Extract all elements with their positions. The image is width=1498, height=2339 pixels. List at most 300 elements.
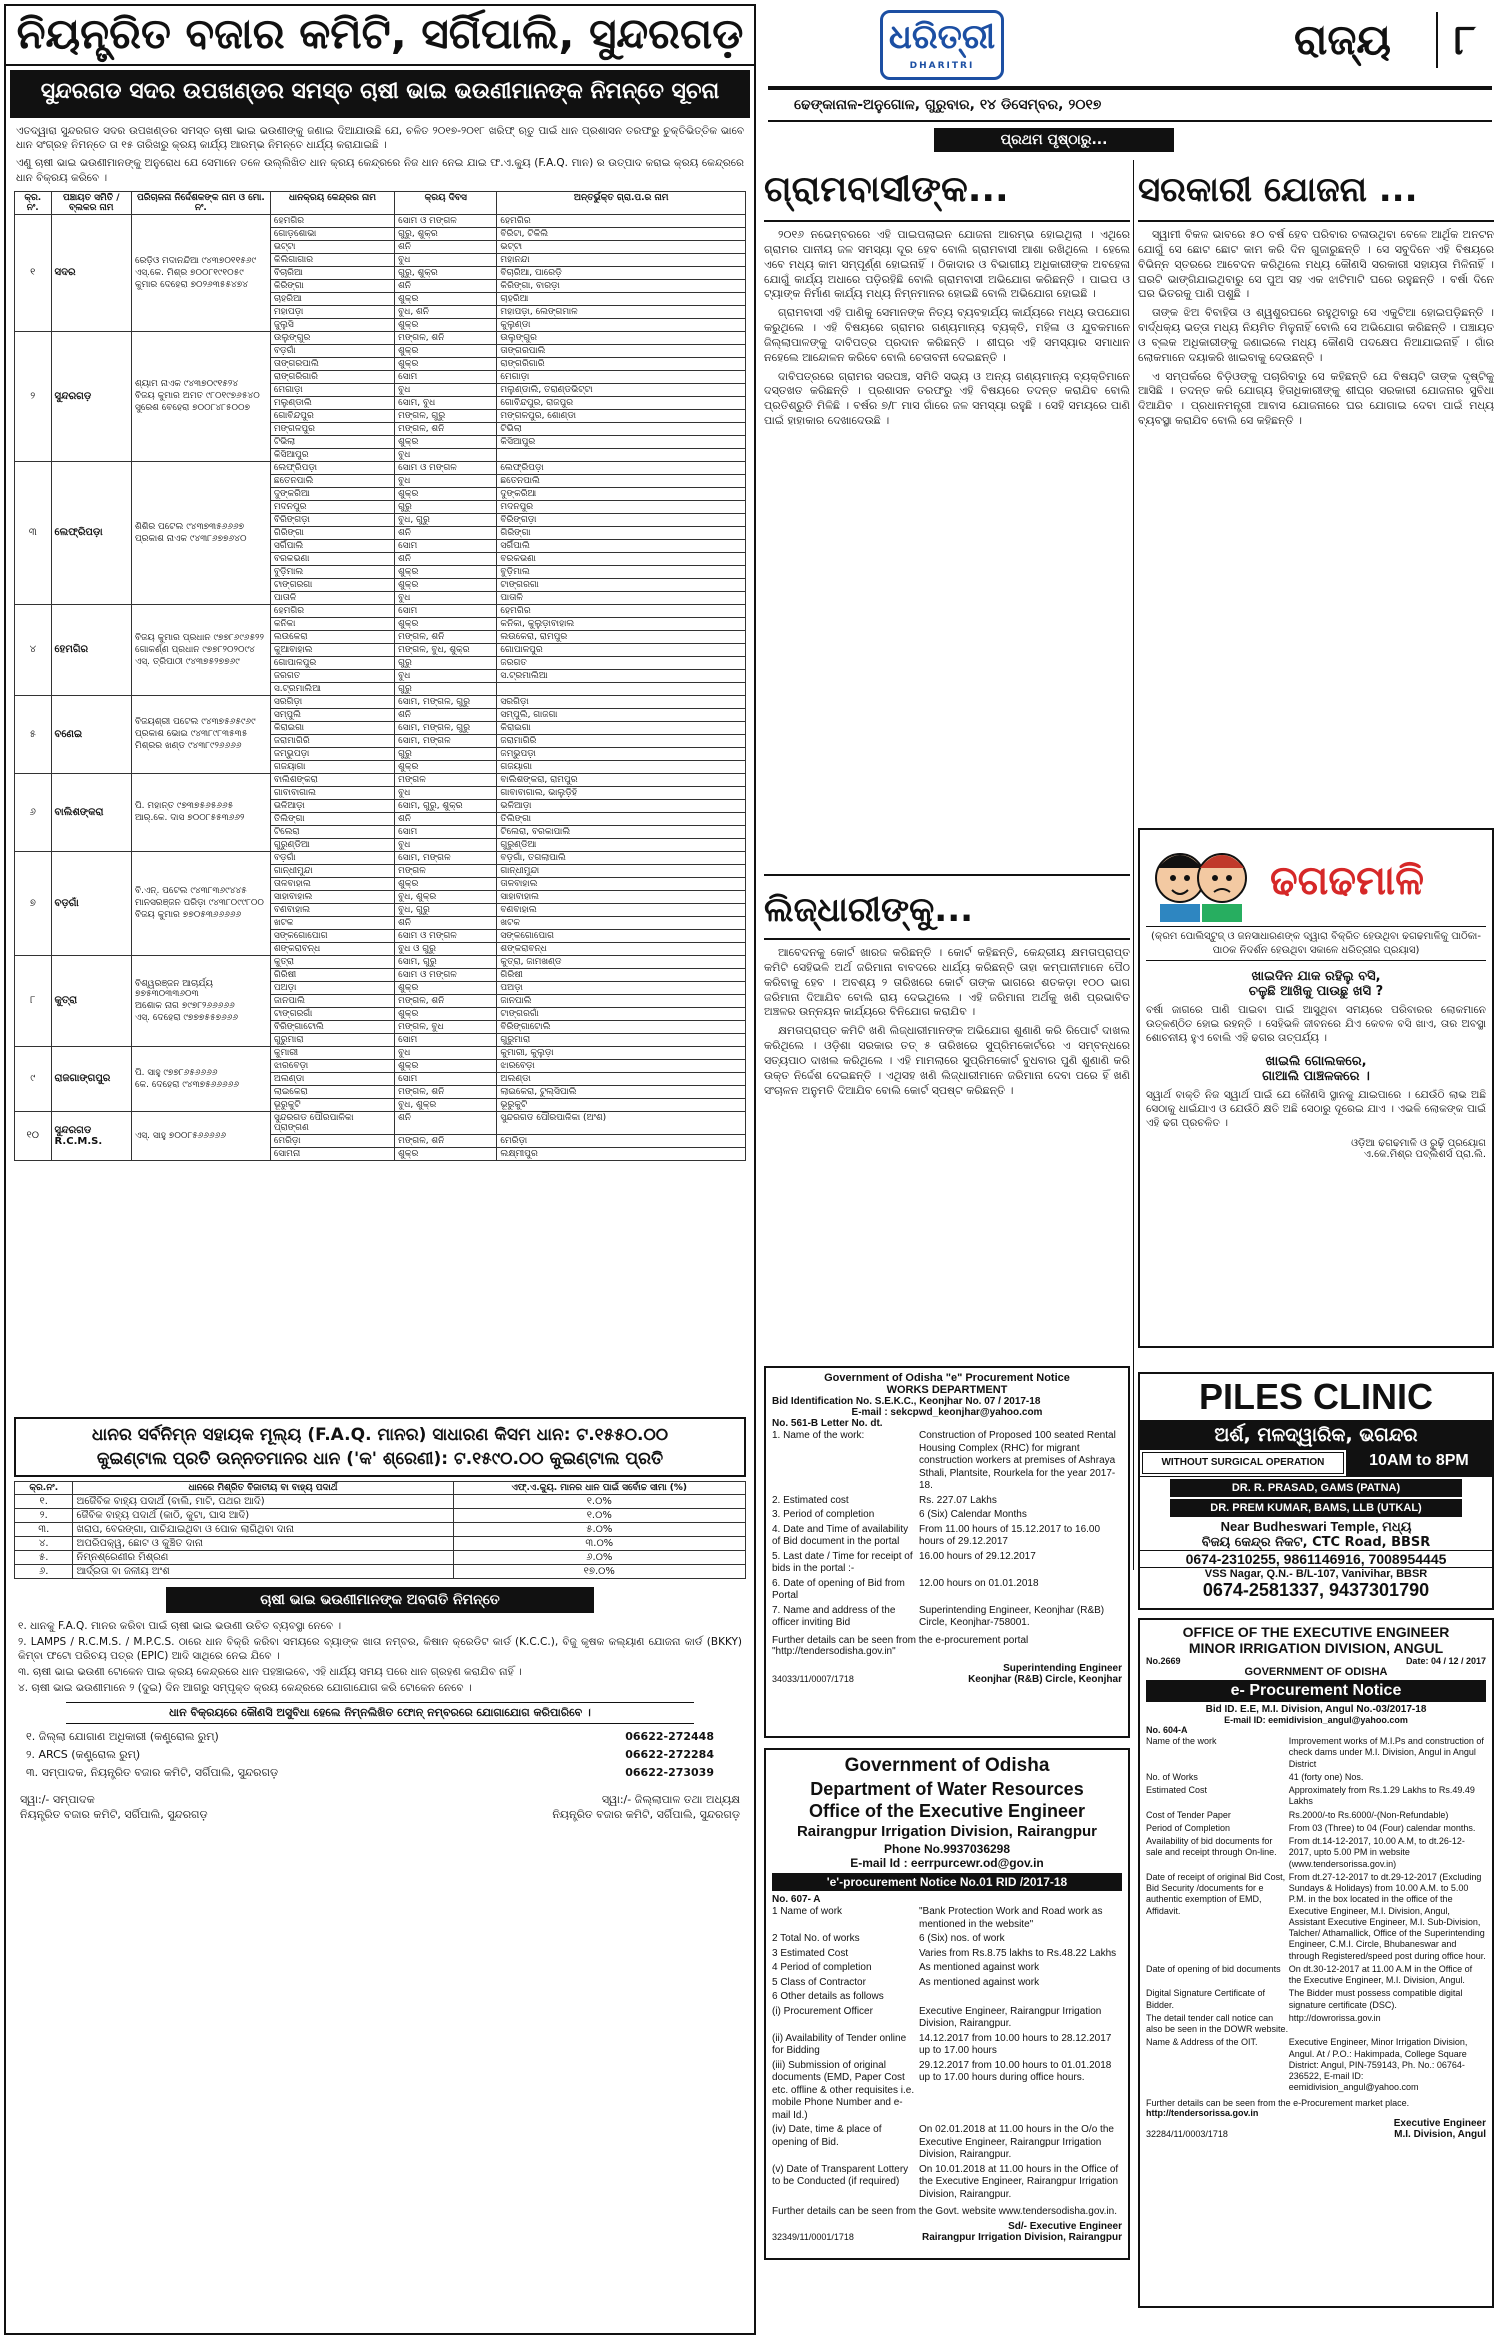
row-block: ବାଲିଶଙ୍କରା: [51, 773, 131, 851]
notice-key: 6 Other details as follows: [772, 1991, 884, 2002]
notice-row: [1146, 1822, 1486, 1835]
piles-phone-2: 0674-2581337, 9437301790: [1202, 1580, 1430, 1600]
row-days: ଶୁକ୍ର: [395, 877, 497, 890]
row-days: ସୋମ: [395, 370, 497, 383]
row-gp: ବଣବାହାଲ: [497, 903, 746, 916]
contact-row: [26, 1746, 714, 1764]
ad-intro-2: ଏଣୁ ଚାଷୀ ଭାଇ ଭଉଣୀମାନଙ୍କୁ ଅନୁରୋଧ ଯେ ସେମାନେ ତଳେ ଉଲ୍ଲିଖିତ ଧାନ କ୍ରୟ କେନ୍ଦ୍ରରେ ନିଜ ଧାନ ନେଇ ଯାଇ ଫ.ଏ.କ୍ୟୁ (F.A.Q. ମାନ) ର ଉତ୍ପାଦ କରାଇ କ୍ରୟ କେନ୍ଦ୍ରରେ ଧାନ ବିକ୍ରୟ କରିବେ ।: [16, 157, 744, 184]
table-row: [15, 604, 746, 617]
row-officers: [131, 851, 270, 955]
officer-entry: ରେଡ଼ିଓ ମଦାନନ୍ଦିଆ ୯୪୩୭୦୧୧୫୬୯: [134, 255, 257, 266]
notice-key: 5 Class of Contractor: [772, 1976, 866, 1988]
notice-key: Name of the work: [1146, 1736, 1217, 1746]
row-gp: ଟାଙ୍ଗରଗାଁ: [497, 1007, 746, 1020]
notice-row: [1146, 1871, 1486, 1963]
officer-entry: ବିଜୟ କୁମାର ଅମତ ୯୮୦୧୯୭୬୫୪୦: [134, 391, 260, 402]
table-row: [15, 1046, 746, 1059]
row-serial: ୪: [15, 604, 52, 695]
article-paragraph: ତାଙ୍କ ଝିଅ ବିବାହିତା ଓ ଶ୍ୱଶୁରଘରେ ରହୁଥିବାରୁ ସେ ଏକୁଟିଆ ହୋଇପଡ଼ିଛନ୍ତି । ବାର୍ଦ୍ଧକ୍ୟ ଭତ୍ତା ମଧ୍ୟ ନିୟମିତ ମିଳୁନାହିଁ ବୋଲି ସେ ଅଭିଯୋଗ କରିଛନ୍ତି । ପଞ୍ଚାୟତ ଓ ବ୍ଲକ ଅଧିକାରୀଙ୍କୁ ଜଣାଇଲେ ମଧ୍ୟ କୌଣସି ପଦକ୍ଷେପ ନିଆଯାଇନାହିଁ । ଗାଁର ଲୋକମାନେ ଦୟାକରି ଖାଇବାକୁ ଦେଉଛନ୍ତି ।: [1138, 306, 1494, 364]
row-center: ଶଙ୍କରାବନ୍ଧ: [270, 942, 394, 955]
notice-value: 16.00 hours of 29.12.2017: [919, 1550, 1036, 1562]
row-days: ଗୁରୁ: [395, 656, 497, 669]
row-days: ଶୁକ୍ର: [395, 292, 497, 305]
row-center: କିସିଆପୁର: [270, 448, 394, 461]
paper-name-latin: DHARITRI: [909, 61, 975, 71]
row-center: ଅଲଣ୍ଡା: [270, 1072, 394, 1085]
row-gp: ଶଙ୍କରାବନ୍ଧ: [497, 942, 746, 955]
row-gp: ଗୁରୁମାରା: [497, 1033, 746, 1046]
water-resources-notice: [764, 1748, 1130, 2260]
row-center: ବଡ଼ଗାଁ: [270, 851, 394, 864]
row-days: ଗୁରୁ, ଶୁକ୍ର: [395, 266, 497, 279]
row-days: ଶୁକ୍ର: [395, 1007, 497, 1020]
officer-entry: ପ୍ରକାଶ ନାଏକ ୯୪୩୮୬୭୭୬୪୦: [134, 533, 247, 544]
officer-entry: ଏସ୍. ତ୍ରିପାଠୀ ୯୪୩୭୫୨୭୭୬୯: [134, 656, 240, 667]
piles-doctor-1: DR. R. PRASAD, GAMS (PATNA): [1170, 1479, 1462, 1497]
piles-clinic-ad: [1138, 1372, 1494, 1610]
row-days: ଶନି: [395, 916, 497, 929]
row-center: କୁମାରୀ: [270, 1046, 394, 1059]
market-committee-ad: [4, 4, 756, 2335]
row-days: ଗୁରୁ: [395, 747, 497, 760]
row-gp: [497, 448, 746, 461]
notice-value: 12.00 hours on 01.01.2018: [919, 1577, 1039, 1589]
notice-key: Date of opening of bid documents: [1146, 1963, 1281, 1974]
sign-right-org: ନିୟନ୍ତ୍ରିତ ବଜାର କମିଟି, ସର୍ଗିପାଲି, ସୁନ୍ଦରଗଡ଼: [552, 1807, 740, 1821]
water-sign-2: Rairangpur Irrigation Division, Rairangpur: [921, 2232, 1122, 2243]
row-days: ମଙ୍ଗଳ, ଶନି: [395, 630, 497, 643]
works-sign-1: Superintending Engineer: [1003, 1662, 1122, 1674]
row-days: ସୋମ: [395, 604, 497, 617]
row-center: ମଦନପୁର: [270, 500, 394, 513]
ad-intro-1: ଏତଦ୍ୱାରା ସୁନ୍ଦରଗଡ ସଦର ଉପଖଣ୍ଡର ସମସ୍ତ ଚାଷୀ ଭାଇ ଭଉଣୀଙ୍କୁ ଜଣାଇ ଦିଆଯାଉଛି ଯେ, ଚଳିତ ୨୦୧୭-୨୦୧୮ ଖରିଫ୍ ଋତୁ ପାଇଁ ଧାନ ପ୍ରଶାସନ ତରଫରୁ ଚୁକ୍ତିଭିତ୍ତିକ ଭାବେ ଧାନ ସଂଗ୍ରହ ନିମନ୍ତେ ତା ୧୫ ତାରିଖରୁ କ୍ରୟ କାର୍ଯ୍ୟ ଆରମ୍ଭ ନିମନ୍ତେ ଧାର୍ଯ୍ୟ କରାଯାଇଛି ।: [16, 125, 744, 152]
water-notice-title: 'e'-procurement Notice No.01 RID /2017-18: [772, 1873, 1122, 1891]
officer-entry: ବିଜୟଶ୍ରୀ ପଟେଲ ୯୪୩୭୫୬୫୯୬୯: [134, 717, 256, 728]
article-paragraph: ଆବେଦନକୁ କୋର୍ଟ ଖାରଜ କରିଛନ୍ତି । କୋର୍ଟ କହିଛନ୍ତି, କେନ୍ଦ୍ରୀୟ କ୍ଷମତାପ୍ରାପ୍ତ କମିଟି ସେହିଭଳି ଅର୍ଥ ଜରିମାନା ବାବଦରେ ଧାର୍ଯ୍ୟ କରିଛନ୍ତି ତାହା କମ୍ପାନୀମାନେ ପୈଠ କରିବାକୁ ହେବ । ଅବଶ୍ୟ ୨ ତାରିଖରେ କୋର୍ଟ ତାଙ୍କ ଭାଗରେ ଶତକଡ଼ା ୧୦୦ ଭାଗ ଜରିମାନା ଦିଆଯିବ ବୋଲି ରାୟ ଦେଇଥିଲେ । ଏହି ଜରିମାନା ଅର୍ଥକୁ ଖଣି ପ୍ରଭାବିତ ଅଞ୍ଚଳର ଉନ୍ନୟନ କାର୍ଯ୍ୟରେ ବିନିଯୋଗ କରାଯିବ ।: [764, 946, 1130, 1019]
row-days: ଶନି: [395, 240, 497, 253]
officer-entry: କୁମାର ଦେହେରା ୭୦୨୬୩୫୫୪୭୪: [134, 279, 249, 290]
row-days: ସୋମ ଓ ମଙ୍ଗଳ: [395, 214, 497, 227]
notice-key: Name & Address of the OIT.: [1146, 2037, 1258, 2048]
notice-row: [1146, 2036, 1486, 2094]
faq-row-limit: ୫.୦%: [453, 1522, 745, 1536]
row-gp: ବରକଭଣା: [497, 552, 746, 565]
row-days: ସୋମ, ମଙ୍ଗଳ, ଗୁରୁ: [395, 721, 497, 734]
works-dept: WORKS DEPARTMENT: [886, 1384, 1008, 1396]
row-block: ସଦର: [51, 214, 131, 331]
farmers-point: ୪. ଚାଷୀ ଭାଇ ଭଉଣୀମାନେ ୨ (ଦୁଇ) ଦିନ ଆଗରୁ ସମ୍ପୃକ୍ତ କ୍ରୟ କେନ୍ଦ୍ରରେ ଯୋଗାଯୋଗ କରି ଟୋକେନ ନେବେ ।: [18, 1682, 472, 1695]
row-center: ସୋମନା: [270, 1147, 394, 1160]
row-days: ମଙ୍ଗଳ, ବୁଧ: [395, 1020, 497, 1033]
row-officers: [131, 1111, 270, 1160]
water-email: E-mail Id : eerrpurcewr.od@gov.in: [850, 1856, 1044, 1870]
row-gp: କିସିଆପୁର: [497, 435, 746, 448]
farmers-point: ୧. ଧାନକୁ F.A.Q. ମାନର କରିବା ପାଇଁ ଚାଷୀ ଭାଇ ଭଉଣୀ ଉଚିତ ବ୍ୟବସ୍ଥା ନେବେ ।: [18, 1619, 342, 1632]
row-center: ବାଲିଶଙ୍କରା: [270, 773, 394, 786]
row-gp: ବିରିଟା, ଟିକିଲି: [497, 227, 746, 240]
row-days: ସୋମ, ମଙ୍ଗଳ: [395, 734, 497, 747]
contact-row: [26, 1764, 714, 1782]
row-days: ବୁଧ: [395, 253, 497, 266]
row-block: ବଡ଼ଗାଁ: [51, 851, 131, 955]
officer-entry: ପି. ମହାନ୍ତ ୯୭୩୭୫୬୫୬୬୫: [134, 801, 234, 812]
water-sign-1: Sd/- Executive Engineer: [1008, 2221, 1122, 2232]
officer-entry: ବିଶ୍ୱରଞ୍ଜନ ଆଚାର୍ଯ୍ୟ ୭୭୫୩୦୩୩୬୦୩: [134, 978, 213, 999]
row-days: ଶୁକ୍ର: [395, 578, 497, 591]
table-row: [15, 695, 746, 708]
row-gp: ଗାନ୍ଧୀମୁନ୍ଦା: [497, 864, 746, 877]
notice-value: [919, 1991, 1122, 2004]
row-center: ଗୋପାଳପୁର: [270, 656, 394, 669]
row-days: ମଙ୍ଗଳ, ଗୁରୁ: [395, 409, 497, 422]
row-center: ଜୁଲୁସି: [270, 318, 394, 331]
row-gp: ଲେଫ୍ରିପଡ଼ା: [497, 461, 746, 474]
row-gp: ସମ୍ପୁଲି, ଗାଜଗା: [497, 708, 746, 721]
row-days: ମଙ୍ଗଳ, ଶନି: [395, 422, 497, 435]
ad-headline: ନିୟନ୍ତ୍ରିତ ବଜାର କମିଟି, ସର୍ଗିପାଲି, ସୁନ୍ଦରଗଡ଼: [6, 6, 754, 66]
faq-row: [15, 1508, 746, 1522]
faq-row-item: ଆର୍ଦ୍ରତା ବା ଜଳୀୟ ଅଂଶ: [73, 1564, 453, 1578]
mi-gov: GOVERNMENT OF ODISHA: [1244, 1666, 1388, 1678]
row-center: ଲେଫ୍ରିପଡ଼ା: [270, 461, 394, 474]
notice-key: (iii) Submission of original documents (EMD, Paper Cost etc. offline & other requisites i.e. mobile Phone Number and e-mail Id.): [772, 2059, 915, 2121]
faq-col-item: ଧାନରେ ମିଶ୍ରିତ ବିଜାତୀୟ ବା ବାହ୍ୟ ପଦାର୍ଥ: [73, 1481, 453, 1494]
notice-key: 1. Name of the work:: [772, 1430, 865, 1441]
faq-row-no: ୪.: [15, 1536, 73, 1550]
row-serial: ୮: [15, 955, 52, 1046]
row-gp: ଲଉକେରା, ରାମପୁର: [497, 630, 746, 643]
row-gp: ଗଜୟାଗା: [497, 760, 746, 773]
notice-key: Digital Signature Certificate of Bidder.: [1146, 1988, 1266, 2010]
row-gp: ମଙ୍ଗଳପୁର, ଶୋଣ୍ଡା: [497, 409, 746, 422]
notice-row: [772, 2163, 1122, 2203]
notice-value: 41 (forty one) Nos.: [1288, 1771, 1364, 1782]
section-banner: ପ୍ରଥମ ପୃଷ୍ଠାରୁ...: [934, 128, 1174, 152]
col-days: କ୍ରୟ ଦିବସ: [395, 191, 497, 214]
notice-row: [772, 1577, 1122, 1604]
row-gp: ଭଟ୍ଟା: [497, 240, 746, 253]
row-gp: ମେଗାଡ଼ା: [497, 370, 746, 383]
piles-near: Near Budheswari Temple, ମଧ୍ୟ: [1220, 1519, 1412, 1534]
col-officer: ପରିଚାଳନା ନିର୍ଦ୍ଦେଶକଙ୍କ ନାମ ଓ ମୋ. ନଂ.: [131, 191, 270, 214]
middle-column: [764, 160, 1130, 2335]
notice-row: [772, 2059, 1122, 2124]
row-gp: ଉଲୁଙ୍ଗୁର: [497, 331, 746, 344]
row-days: ବୁଧ, ଗୁରୁ: [395, 903, 497, 916]
row-center: ବିଚାରିଆ: [270, 266, 394, 279]
officer-entry: କେ. ଦେହେରା ୯୪୩୭୫୬୬୬୬୬: [134, 1079, 240, 1090]
row-center: ମେରିଡ଼ା: [270, 1134, 394, 1147]
row-days: ମଙ୍ଗଳ: [395, 864, 497, 877]
cartoon-body-2: ସ୍ୱାର୍ଥ ବାକ୍ତି ନିଜ ସ୍ୱାର୍ଥ ପାଇଁ ଯେ କୌଣସି ସ୍ଥାନକୁ ଯାଇପାରେ । ଯେଉଁଠି ଲାଭ ଅଛି ସେଠାକୁ ଧାଇଁଯାଏ ଓ ଯେଉଁଠି କ୍ଷତି ଅଛି ସେଠାରୁ ଦୂରେଇ ଯାଏ । ଏଭଳି ଲୋକଙ୍କ ପାଇଁ ଏହି ଢଗ ପ୍ରଚଳିତ ।: [1146, 1088, 1486, 1129]
row-block: ସୁନ୍ଦରଗଡ଼: [51, 331, 131, 461]
notice-key: Date of receipt of original Bid Cost, Bid Security /documents for e authentic exemption of EMD, Affidavit.: [1146, 1871, 1286, 1916]
row-days: ସୋମ ଓ ମଙ୍ଗଳ: [395, 968, 497, 981]
faq-row-limit: ୩.୦%: [453, 1536, 745, 1550]
faq-row-limit: ୬.୦%: [453, 1550, 745, 1564]
row-gp: ପାତାଳି: [497, 591, 746, 604]
row-serial: ୭: [15, 851, 52, 955]
row-days: ସୋମ: [395, 1033, 497, 1046]
table-row: [15, 461, 746, 474]
row-gp: ଭଳିଆଡ଼ା: [497, 799, 746, 812]
notice-key: Cost of Tender Paper: [1146, 1809, 1231, 1820]
notice-value: Approximately from Rs.1.29 Lakhs to Rs.49.49 Lakhs: [1288, 1785, 1475, 1807]
row-center: ତାଙ୍ଗରପାଲି: [270, 357, 394, 370]
notice-value: 6 (Six) nos. of work: [919, 1933, 1005, 1944]
row-gp: ଭୂରୁକୁଟି: [497, 1098, 746, 1111]
notice-row: [1146, 1987, 1486, 2012]
row-center: ଲାଇକେରା: [270, 1085, 394, 1098]
row-days: ଶନି: [395, 526, 497, 539]
cartoon-box: [1138, 828, 1494, 1348]
row-gp: ଜରାମାଗିରି: [497, 734, 746, 747]
row-serial: ୩: [15, 461, 52, 604]
table-row: [15, 955, 746, 968]
officer-entry: ଏସ୍. ଦେହେରା ୯୭୭୭୫୫୭୬୬୬: [134, 1012, 239, 1023]
row-days: ସୋମ ଓ ମଙ୍ଗଳ: [395, 929, 497, 942]
row-days: ଶୁକ୍ର: [395, 357, 497, 370]
row-center: ଟିଲେରା: [270, 825, 394, 838]
faq-row-no: ୩.: [15, 1522, 73, 1536]
row-center: କୁତ୍ରା: [270, 955, 394, 968]
row-days: ମଙ୍ଗଳ: [395, 773, 497, 786]
notice-key: No. of Works: [1146, 1771, 1198, 1782]
row-days: ବୁଧ, ଶୁକ୍ର: [395, 1098, 497, 1111]
row-center: ଗିରିଷୀ: [270, 968, 394, 981]
row-days: ବୁଧ, ଶୁକ୍ର: [395, 890, 497, 903]
row-days: ବୁଧ: [395, 1046, 497, 1059]
notice-value: "Bank Protection Work and Road work as mentioned in the website": [919, 1906, 1103, 1930]
row-center: କିରିଙ୍ଗା: [270, 279, 394, 292]
farmers-title: ଚାଷୀ ଭାଇ ଭଉଣୀମାନଙ୍କ ଅବଗତି ନିମନ୍ତେ: [166, 1587, 594, 1613]
notice-value: On 10.01.2018 at 11.00 hours in the Office of the Executive Engineer, Rairangpur Irrigation Division, Rairangpur.: [919, 2163, 1119, 2200]
row-gp: ଗୁରୁଣ୍ଡିଆ: [497, 838, 746, 851]
row-center: ସଙ୍କଗୋପୋଗ: [270, 929, 394, 942]
notice-row: [772, 1905, 1122, 1932]
row-gp: ଝାରବେଡ଼ା: [497, 1059, 746, 1072]
water-code: 32349/11/0001/1718: [772, 2232, 854, 2242]
row-center: ପାତାଳି: [270, 591, 394, 604]
mi-title: e- Procurement Notice: [1146, 1680, 1486, 1702]
row-center: ବିରିଙ୍ଗଡ଼ା: [270, 513, 394, 526]
row-days: ଶୁକ୍ର: [395, 617, 497, 630]
cartoon-credit-1: ଓଡ଼ିଆ ଢଗଢମାଳି ଓ ରୁଢ଼ି ପ୍ରୟୋଗ: [1351, 1138, 1486, 1150]
row-days: ମଙ୍ଗଳ, ଶନି: [395, 331, 497, 344]
notice-value: On dt.30-12-2017 at 11.00 A.M in the Office of the Executive Engineer, M.I. Division, Angul.: [1288, 1963, 1473, 1985]
officer-entry: ମିଶ୍ରର ଖଣ୍ଡ ୯୪୩୮୯୨୬୬୬୬: [134, 741, 242, 752]
row-center: ସୁନ୍ଦରଗଡ ପୌରପାଳିକା ପ୍ରାଙ୍ଗଣ: [270, 1111, 394, 1134]
row-gp: ଲକ୍ଷ୍ମୀପୁର: [497, 1147, 746, 1160]
row-gp: ବିରିଙ୍ଗାଟୋଲି: [497, 1020, 746, 1033]
row-center: ସ.ଟ୍ରମାଲିଆ: [270, 682, 394, 695]
piles-address-2: VSS Nagar, Q.N.- B/L-107, Vanivihar, BBSR: [1140, 1567, 1492, 1580]
row-gp: କୁଲୁଣ୍ଡା: [497, 318, 746, 331]
verse-1a: ଖାଇଦିନ ଯାକ ରହିଲୁ ବସି,: [1251, 969, 1381, 984]
officer-entry: ମାନସରଞ୍ଜନ ପରିଡ଼ା ୯୪୩୮୦୯୯୮୦୦: [134, 898, 264, 909]
procurement-center-table: [14, 191, 746, 1411]
mi-no: No.2669: [1146, 1656, 1181, 1666]
row-days: ଗୁରୁ: [395, 682, 497, 695]
row-days: ସୋମ, ବୁଧ: [395, 396, 497, 409]
contact-label: ୧. ଜିଲ୍ଲା ଯୋଗାଣ ଅଧିକାରୀ (କଣ୍ଟ୍ରୋଲ ରୁମ୍): [26, 1729, 219, 1743]
row-gp: ସର୍ଗିପାଲି: [497, 539, 746, 552]
row-days: ବୁଧ: [395, 474, 497, 487]
contact-list: [6, 1724, 754, 1782]
cartoon-faces-icon: [1146, 838, 1256, 924]
row-days: ଶୁକ୍ର: [395, 565, 497, 578]
notice-value: Rs. 227.07 Lakhs: [919, 1494, 997, 1506]
notice-value: On 02.01.2018 at 11.00 hours in the O/o the Executive Engineer, Rairangpur Irrigation Division, Rairangpur.: [919, 2124, 1114, 2160]
contact-phone: 06622-272448: [625, 1729, 714, 1743]
row-center: ମହାପଡ଼ା: [270, 305, 394, 318]
piles-hours: 10AM to 8PM: [1346, 1450, 1492, 1476]
mi-sign-2: M.I. Division, Angul: [1394, 2128, 1486, 2140]
row-gp: ହେମଗିର: [497, 214, 746, 227]
notice-value: Rs.2000/-to Rs.6000/-(Non-Refundable): [1288, 1809, 1449, 1820]
notice-key: 7. Name and address of the officer inviting Bid: [772, 1604, 896, 1628]
faq-row-item: ଅଜୈବିକ ବାହ୍ୟ ପଦାର୍ଥ (ବାଲି, ମାଟି, ପଥର ଆଦି): [73, 1494, 453, 1508]
sign-left-org: ନିୟନ୍ତ୍ରିତ ବଜାର କମିଟି, ସର୍ଗିପାଲି, ସୁନ୍ଦରଗଡ଼: [20, 1807, 208, 1821]
faq-row-limit: ୧.୦%: [453, 1494, 745, 1508]
row-gp: ଲାଇକେରା, ଟୁଲ୍ସିପାଲି: [497, 1085, 746, 1098]
piles-doctor-2: DR. PREM KUMAR, BAMS, LLB (UTKAL): [1170, 1499, 1462, 1517]
row-center: ଭୂରୁକୁଟି: [270, 1098, 394, 1111]
faq-row-no: ୨.: [15, 1508, 73, 1522]
notice-value: Construction of Proposed 100 seated Rental Housing Complex (RHC) for migrant construction workers at premises of Ashraya Sthali, Plantsite, Rourkela for the year 2017-18.: [919, 1430, 1116, 1491]
row-gp: ପଅଡ଼ା: [497, 981, 746, 994]
notice-key: 2 Total No. of works: [772, 1933, 860, 1944]
row-gp: ଗିରିଷୀ: [497, 968, 746, 981]
row-gp: ଜରଗତ: [497, 656, 746, 669]
row-center: ହେମଗିର: [270, 604, 394, 617]
row-gp: ମଦନପୁର: [497, 500, 746, 513]
mi-url: http://tendersorissa.gov.in: [1146, 2107, 1259, 2118]
row-center: ଖଟକ: [270, 916, 394, 929]
article-2-body: [764, 946, 1130, 1346]
row-center: ଗିରିଙ୍ଗା: [270, 526, 394, 539]
officer-entry: ପ୍ରକାଶ ଭୋଇ ୯୪୩୮୯୮୩୫୩୫: [134, 729, 248, 740]
piles-without: WITHOUT SURGICAL OPERATION: [1142, 1452, 1344, 1474]
notice-row: [772, 1947, 1122, 1962]
notice-row: [1146, 1771, 1486, 1784]
works-sign-2: Keonjhar (R&B) Circle, Keonjhar: [968, 1673, 1122, 1685]
row-days: ମଙ୍ଗଳ, ଶନି: [395, 1134, 497, 1147]
article-1-body: [764, 228, 1130, 868]
row-days: ବୁଧ: [395, 838, 497, 851]
faq-row-item: ଅପରିପକ୍ୱ, ଛୋଟ ଓ କୁଞ୍ଚିତ ଦାନା: [73, 1536, 453, 1550]
row-block: ସୁନ୍ଦରଗଡ R.C.M.S.: [51, 1111, 131, 1160]
notice-row: [772, 1523, 1122, 1550]
notice-value: 29.12.2017 from 10.00 hours to 01.01.2018 up to 17.00 hours during office hours.: [919, 2059, 1112, 2083]
officer-entry: ଏସ୍. ସାହୁ ୭୦୦୮୫୬୬୬୬୬: [134, 1130, 227, 1141]
table-header-row: [15, 191, 746, 214]
officer-entry: ଏସ୍.କେ. ମିଶ୍ର ୭୦୦୮୧୯୧୦୫୯: [134, 267, 244, 278]
works-gov: Government of Odisha "e" Procurement Notice: [824, 1372, 1070, 1384]
faq-price-box: [14, 1417, 746, 1477]
row-center: ପଅଡ଼ା: [270, 981, 394, 994]
row-serial: ୬: [15, 773, 52, 851]
contact-label: ୨. ARCS (କଣ୍ଟ୍ରୋଲ ରୁମ୍): [26, 1747, 141, 1761]
contact-phone: 06622-273039: [625, 1765, 714, 1779]
row-serial: ୫: [15, 695, 52, 773]
row-block: ରାଜଗାଙ୍ଗପୁର: [51, 1046, 131, 1111]
row-gp: ମହାପଡ଼ା, ଲେଙ୍ଗମାଳ: [497, 305, 746, 318]
row-gp: ମହାନନ୍ଦା: [497, 253, 746, 266]
row-gp: ସୁନ୍ଦରଗଡ ପୌରପାଳିକା (ଅଂଶ): [497, 1111, 746, 1134]
row-center: ଭଳିଆଡ଼ା: [270, 799, 394, 812]
row-center: ଗୁରୁଣ୍ଡିଆ: [270, 838, 394, 851]
row-days: ଶୁକ୍ର: [395, 760, 497, 773]
notice-value: Executive Engineer, Rairangpur Irrigation Division, Rairangpur.: [919, 2005, 1102, 2029]
mi-bid: Bid ID. E.E, M.I. Division, Angul No.-03/2017-18: [1205, 1704, 1427, 1715]
notice-value: As mentioned against work: [919, 1962, 1040, 1973]
row-center: ଗାବାବାଗାଲ: [270, 786, 394, 799]
table-row: [15, 214, 746, 227]
notice-row: [772, 1550, 1122, 1577]
row-gp: ସରଗିଡ଼ା: [497, 695, 746, 708]
row-block: ହେମଗିର: [51, 604, 131, 695]
row-officers: [131, 695, 270, 773]
row-days: ବୁଧ, ଶନି: [395, 305, 497, 318]
contact-phone: 06622-272284: [625, 1747, 714, 1761]
row-center: ଝାରବେଡ଼ା: [270, 1059, 394, 1072]
notice-row: [772, 1932, 1122, 1947]
row-gp: ଖଟକ: [497, 916, 746, 929]
cartoon-credit-2: ଏ.କେ.ମିଶ୍ର ପବ୍ଲିଶର୍ସ ପ୍ରା.ଲି.: [1363, 1149, 1486, 1161]
farmers-point: ୩. ଚାଷୀ ଭାଇ ଭଉଣୀ ଟୋକେନ ପାଇ କ୍ରୟ କେନ୍ଦ୍ରରେ ଧାନ ପହଞ୍ଚାଇବେ, ଏହି ଧାର୍ଯ୍ୟ ସମୟ ପରେ ଧାନ ଗ୍ରହଣ କରାଯିବ ନାହିଁ ।: [18, 1666, 522, 1679]
row-center: କନିକା: [270, 617, 394, 630]
row-center: ଜମ୍ଭୁପଡ଼ା: [270, 747, 394, 760]
row-center: ମେଗାଡ଼ା: [270, 383, 394, 396]
row-center: ଗଜୟାଗା: [270, 760, 394, 773]
article-paragraph: ୨୦୧୬ ନଭେମ୍ବରରେ ଏହି ପାଇପଲାଇନ ଯୋଜନା ଆରମ୍ଭ ହୋଇଥିଲା । ଏଥିରେ ଗ୍ରାମର ପାନୀୟ ଜଳ ସମସ୍ୟା ଦୂର ହେବ ବୋଲି ଗ୍ରାମବାସୀ ଆଶା ରଖିଥିଲେ । ହେଲେ ଏବେ ମଧ୍ୟ କାମ ସମ୍ପୂର୍ଣ୍ଣ ହୋଇନାହିଁ । ଠିକାଦାର ଓ ବିଭାଗୀୟ ଅଧିକାରୀଙ୍କ ଅବହେଳା ଯୋଗୁଁ କାର୍ଯ୍ୟ ଅଧାରେ ପଡ଼ିରହିଛି ବୋଲି ଗ୍ରାମବାସୀ ଅଭିଯୋଗ କରିଛନ୍ତି । ପାଇପ ଓ ଟ୍ୟାଙ୍କ ନିର୍ମାଣ କାର୍ଯ୍ୟ ମଧ୍ୟ ନିମ୍ନମାନର ହୋଇଛି ବୋଲି ଅଭିଯୋଗ ହୋଇଛି ।: [764, 228, 1130, 301]
notice-key: (i) Procurement Officer: [772, 2005, 873, 2017]
sign-right-title: ସ୍ୱା:/- ଜିଲ୍ଲାପାଳ ତଥା ଅଧ୍ୟକ୍ଷ: [601, 1792, 740, 1806]
notice-row: [772, 1961, 1122, 1976]
water-gov: Government of Odisha: [844, 1755, 1050, 1776]
works-letter: No. 561-B Letter No. dt.: [772, 1418, 883, 1429]
row-center: ଟିଭିଲା: [270, 435, 394, 448]
row-days: ମଙ୍ଗଳ, ଶନି: [395, 1085, 497, 1098]
masthead: [764, 4, 1494, 154]
row-center: ଜରାମାଗିରି: [270, 734, 394, 747]
notice-key: 2. Estimated cost: [772, 1494, 849, 1506]
notice-row: [1146, 1809, 1486, 1822]
table-row: [15, 773, 746, 786]
row-days: ମଙ୍ଗଳ, ବୁଧ, ଶୁକ୍ର: [395, 643, 497, 656]
column-divider: [1133, 160, 1134, 1570]
row-gp: କିରିଙ୍ଗା, ବାରଡ଼ା: [497, 279, 746, 292]
row-gp: ମଲୁଣ୍ଡାଲି, ତରାଣ୍ଡଭିଟ୍ଟା: [497, 383, 746, 396]
notice-row: [772, 2123, 1122, 2163]
row-center: ମଙ୍ଗଳପୁର: [270, 422, 394, 435]
row-days: ବୁଧ: [395, 786, 497, 799]
row-gp: ସଙ୍କଗୋପୋଗ: [497, 929, 746, 942]
row-center: କୁଆବାହାଲ: [270, 643, 394, 656]
row-center: ବରକଭଣା: [270, 552, 394, 565]
paper-name: ଧରିତ୍ରୀ: [888, 17, 996, 57]
row-gp: ଜାନପାଲି: [497, 994, 746, 1007]
row-days: ବୁଧ: [395, 591, 497, 604]
ad-subheadline: ସୁନ୍ଦରଗଡ ସଦର ଉପଖଣ୍ଡର ସମସ୍ତ ଚାଷୀ ଭାଇ ଭଉଣୀମାନଙ୍କ ନିମନ୍ତେ ସୂଚନା: [10, 70, 750, 118]
col-gp: ଅନ୍ତର୍ଭୁକ୍ତ ଗ୍ରା.ପ.ର ନାମ: [497, 191, 746, 214]
notice-row: [1146, 1784, 1486, 1809]
row-center: ବଡ଼ଗାଁ: [270, 344, 394, 357]
notice-row: [772, 2005, 1122, 2032]
table-row: [15, 851, 746, 864]
piles-odia: ଅର୍ଶ, ମଳଦ୍ୱାରିକ, ଭଗନ୍ଦର: [1140, 1420, 1492, 1450]
